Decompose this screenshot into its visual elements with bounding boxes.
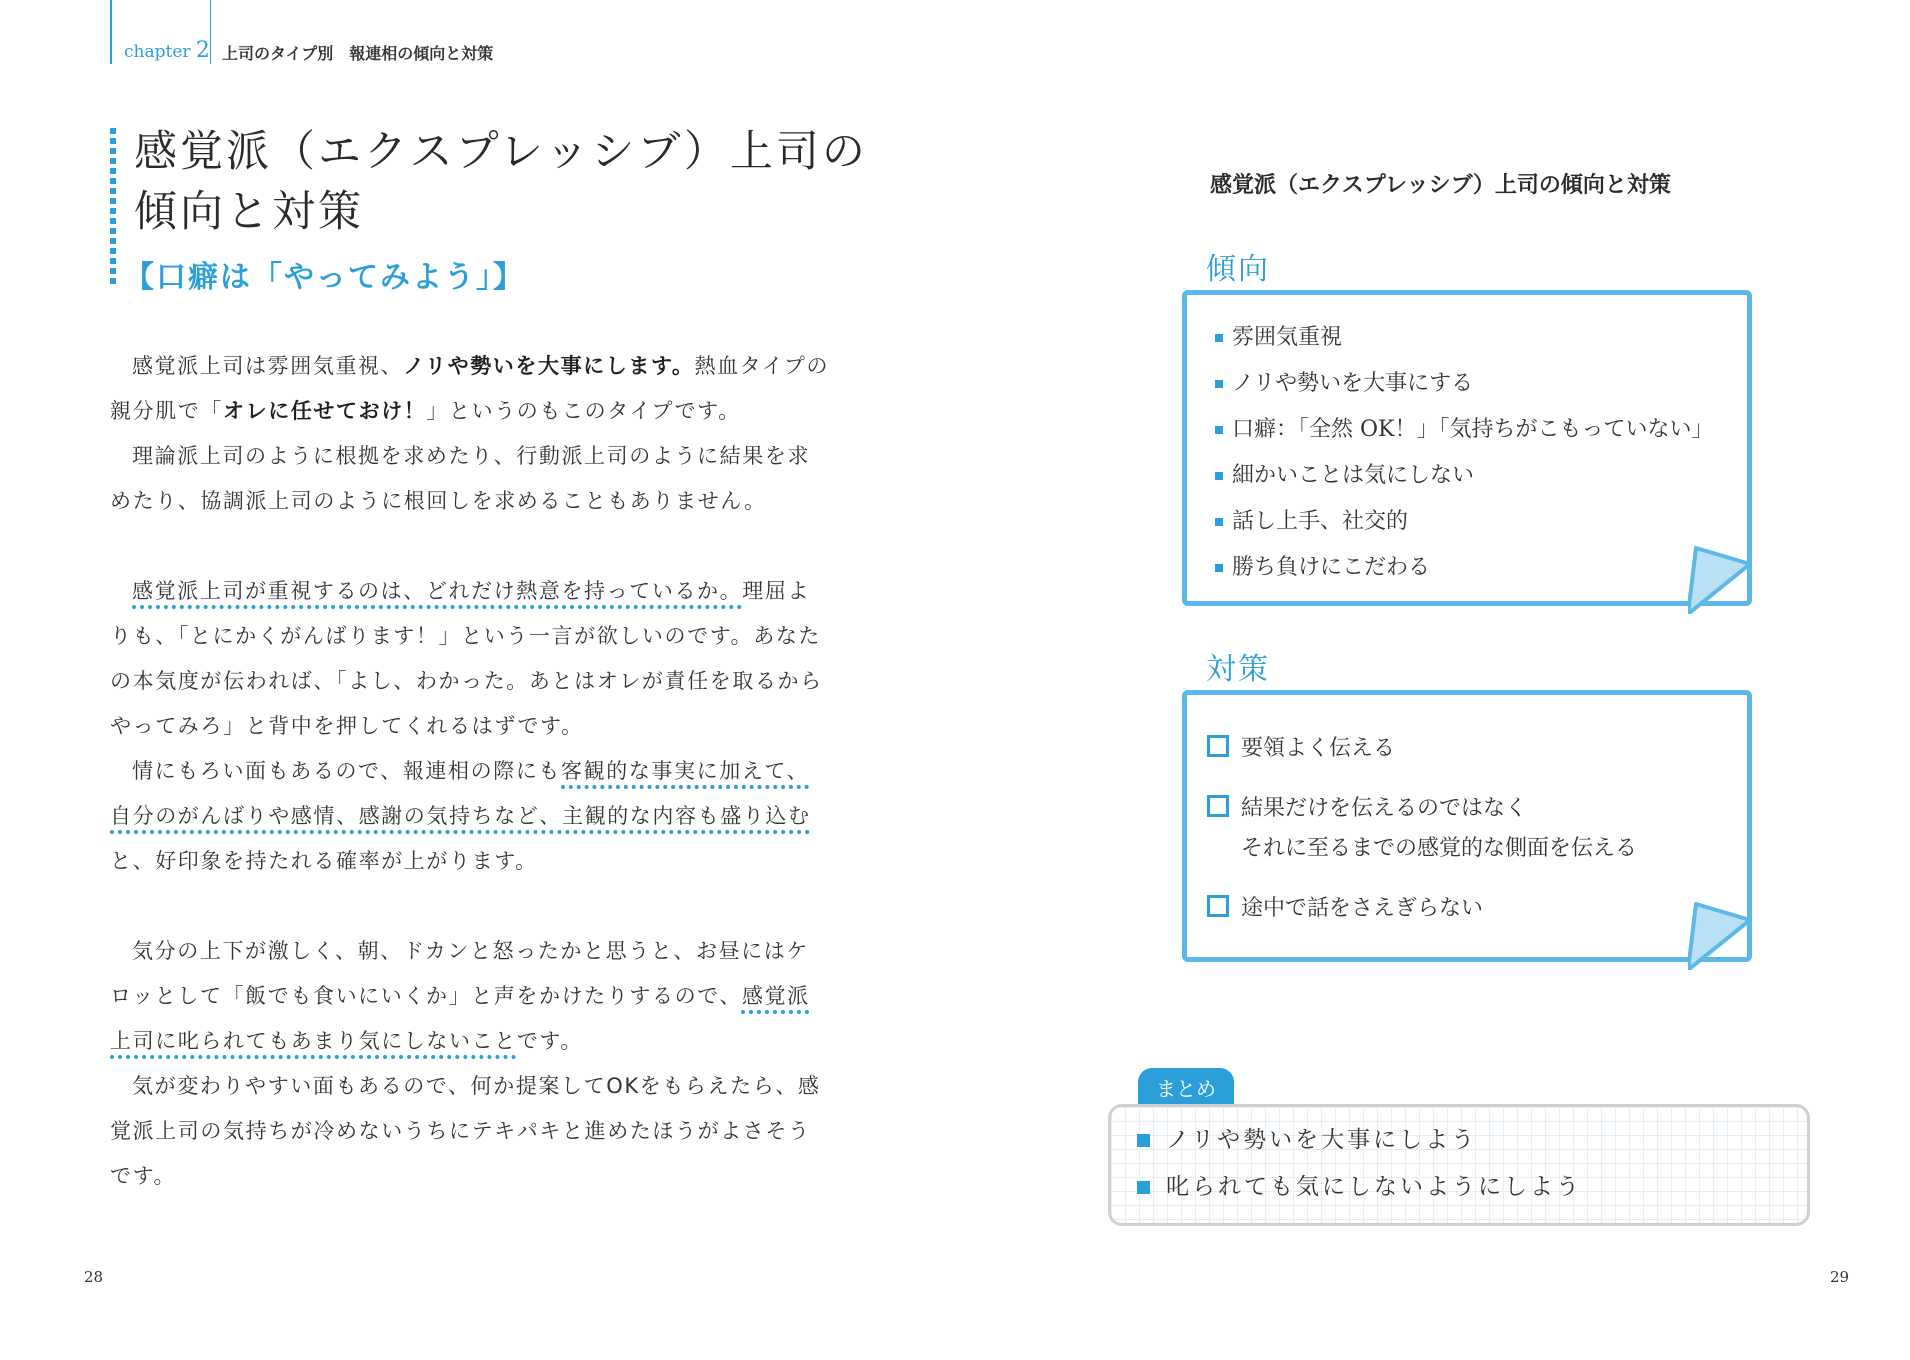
emphasis-underline: 感覚派上司が重視するのは、どれだけ熱意を持っているか。 bbox=[132, 579, 743, 603]
page-subtitle: 【口癖は「やってみよう」】 bbox=[124, 260, 525, 295]
text-run: と、好印象を持たれる確率が上がります。 bbox=[110, 849, 538, 873]
text-run: 熱血タイプの親分肌で「 bbox=[110, 354, 830, 423]
bullet-icon bbox=[1215, 334, 1223, 342]
paragraph-5 bbox=[110, 929, 830, 1064]
measure-text: 要領よく伝える bbox=[1241, 736, 1396, 761]
text-run: 感覚派上司は雰囲気重視、 bbox=[132, 354, 404, 378]
list-item bbox=[1137, 1164, 1807, 1211]
trend-text: 勝ち負けにこだわる bbox=[1232, 555, 1431, 580]
page-title-line2: 傾向と対策 bbox=[134, 187, 364, 237]
measure-text: 途中で話をさえぎらない bbox=[1241, 896, 1484, 921]
trend-text: 細かいことは気にしない bbox=[1232, 463, 1475, 488]
measures-card bbox=[1182, 690, 1752, 962]
list-item bbox=[1215, 361, 1747, 407]
text-run: 気分の上下が激しく、朝、ドカンと怒ったかと思うと、お昼にはケロッとして「飯でも食いにいくか」と声をかけたりするので、 bbox=[110, 939, 809, 1008]
list-item bbox=[1207, 889, 1747, 929]
measures-list bbox=[1207, 729, 1747, 929]
bullet-icon bbox=[1215, 564, 1223, 572]
page-number-right: 29 bbox=[1830, 1268, 1850, 1286]
summary-text: 叱られても気にしないようにしよう bbox=[1166, 1174, 1582, 1200]
list-item bbox=[1207, 729, 1747, 769]
list-item bbox=[1207, 789, 1747, 869]
list-item bbox=[1215, 453, 1747, 499]
paragraph-2: 理論派上司のように根拠を求めたり、行動派上司のように結果を求めたり、協調派上司のように根回しを求めることもありません。 bbox=[110, 444, 811, 513]
text-run: です。 bbox=[516, 1029, 583, 1053]
emphasis-underline: 感覚派上司に叱られてもあまり気にしないこと bbox=[110, 984, 810, 1053]
page-title bbox=[134, 122, 868, 242]
bullet-icon bbox=[1215, 472, 1223, 480]
list-item bbox=[1215, 315, 1747, 361]
header-divider bbox=[210, 0, 211, 64]
trend-text: 口癖：「全然 OK！」「気持ちがこもっていない」 bbox=[1232, 417, 1714, 442]
page-curl-icon bbox=[1688, 900, 1758, 970]
measure-text: それに至るまでの感覚的な側面を伝える bbox=[1241, 836, 1638, 861]
emphasis-underline: 客観的な事実に加えて、自分のがんばりや感情、感謝の気持ちなど、主観的な内容も盛り込む bbox=[110, 759, 811, 828]
summary-box bbox=[1108, 1104, 1810, 1226]
list-item bbox=[1215, 407, 1747, 453]
summary-tab: まとめ bbox=[1138, 1068, 1234, 1108]
list-item bbox=[1137, 1117, 1807, 1164]
measures-label: 対策 bbox=[1206, 652, 1270, 687]
measure-text: 結果だけを伝えるのではなく bbox=[1241, 796, 1528, 821]
bullet-icon bbox=[1137, 1181, 1150, 1194]
chapter-number: 2 bbox=[195, 38, 210, 63]
checkbox-icon bbox=[1207, 895, 1229, 917]
trends-card bbox=[1182, 290, 1752, 606]
chapter-label bbox=[124, 38, 210, 63]
page-number-left: 28 bbox=[84, 1268, 104, 1286]
bold-text: オレに任せておけ！ bbox=[223, 399, 427, 423]
page-curl-icon bbox=[1688, 544, 1758, 614]
trend-text: ノリや勢いを大事にする bbox=[1232, 371, 1474, 396]
trends-list bbox=[1215, 315, 1747, 591]
trend-text: 雰囲気重視 bbox=[1232, 325, 1343, 350]
list-item bbox=[1215, 545, 1747, 591]
trend-text: 話し上手、社交的 bbox=[1232, 509, 1409, 534]
chapter-word: chapter bbox=[124, 42, 191, 62]
summary-list bbox=[1137, 1117, 1807, 1211]
running-header-title: 上司のタイプ別 報連相の傾向と対策 bbox=[222, 44, 494, 63]
summary-text: ノリや勢いを大事にしよう bbox=[1166, 1127, 1478, 1153]
checkbox-icon bbox=[1207, 735, 1229, 757]
bold-text: ノリや勢いを大事にします。 bbox=[403, 354, 695, 378]
list-item bbox=[1215, 499, 1747, 545]
figure-heading: 感覚派（エクスプレッシブ）上司の傾向と対策 bbox=[1210, 173, 1671, 198]
paragraph-3 bbox=[110, 569, 830, 749]
title-accent-bar bbox=[110, 128, 116, 288]
page-title-line1: 感覚派（エクスプレッシブ）上司の bbox=[134, 127, 868, 177]
paragraph-4 bbox=[110, 749, 830, 884]
bullet-icon bbox=[1215, 426, 1223, 434]
bullet-icon bbox=[1215, 518, 1223, 526]
trends-label: 傾向 bbox=[1206, 252, 1270, 287]
text-run: 」というのもこのタイプです。 bbox=[426, 399, 741, 423]
bullet-icon bbox=[1215, 380, 1223, 388]
header-rule bbox=[110, 0, 112, 64]
paragraph-6: 気が変わりやすい面もあるので、何か提案してOKをもらえたら、感覚派上司の気持ちが冷めないうちにテキパキと進めたほうがよさそうです。 bbox=[110, 1074, 821, 1188]
text-run: 理屈よりも、「とにかくがんばります！」という一言が欲しいのです。あなたの本気度が伝われば、「よし、わかった。あとはオレが責任を取るからやってみろ」と背中を押してくれるはずです。 bbox=[110, 579, 823, 738]
body-text bbox=[110, 344, 830, 1199]
text-run: 情にもろい面もあるので、報連相の際にも bbox=[132, 759, 562, 783]
paragraph-1 bbox=[110, 344, 830, 434]
bullet-icon bbox=[1137, 1134, 1150, 1147]
measure-text-block bbox=[1241, 789, 1637, 869]
checkbox-icon bbox=[1207, 795, 1229, 817]
